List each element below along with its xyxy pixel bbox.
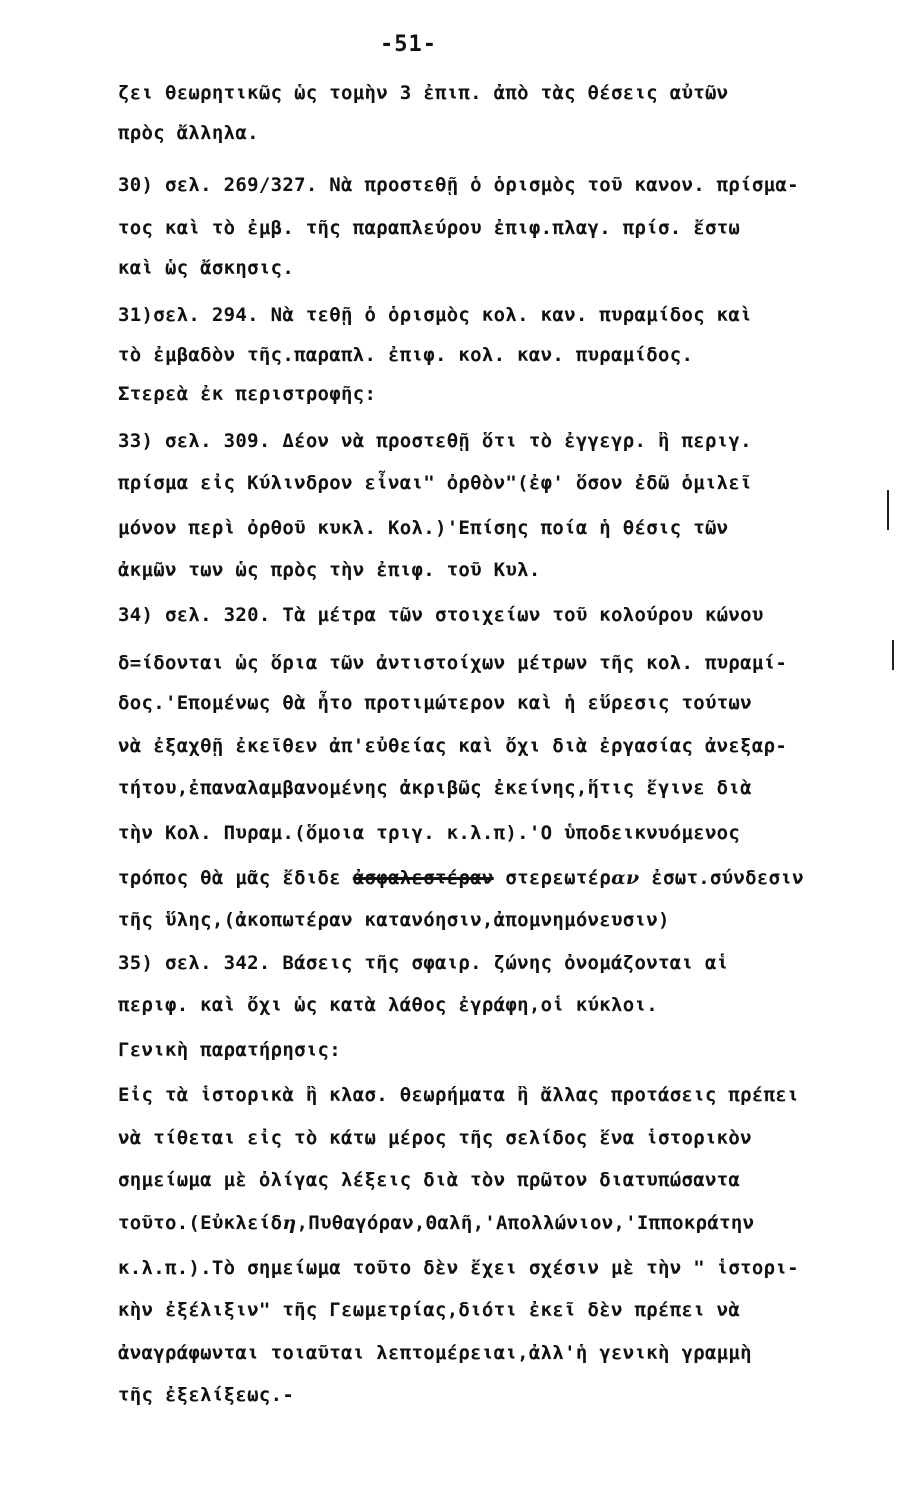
text-segment: ,Πυθαγόραν,Θαλῆ,'Απολλώνιον,'Ιπποκράτην	[296, 1212, 755, 1234]
text-line: 30) σελ. 269/327. Νὰ προστεθῇ ὁ ὁρισμὸς τοῦ κανον. πρίσμα-	[118, 174, 799, 196]
text-line: νὰ τίθεται εἰς τὸ κάτω μέρος τῆς σελίδος ἕνα ἱστορικὸν	[118, 1127, 752, 1149]
text-line: τὴν Κολ. Πυραμ.(ὅμοια τριγ. κ.λ.π).'Ο ὑποδεικνυόμενος	[118, 822, 741, 844]
text-line: τήτου,ἐπαναλαμβανομένης ἀκριβῶς ἐκείνης,ἥτις ἔγινε διὰ	[118, 777, 752, 799]
margin-line	[887, 490, 889, 530]
text-line: πρίσμα εἰς Κύλινδρον εἶναι" ὀρθὸν"(ἐφ' ὅσον ἐδῶ ὁμιλεῖ	[118, 472, 752, 494]
handwritten-correction: αν	[611, 867, 640, 889]
text-line	[118, 865, 804, 891]
text-line: κὴν ἐξέλιξιν" τῆς Γεωμετρίας,διότι ἐκεῖ δὲν πρέπει νὰ	[118, 1299, 741, 1321]
text-line: κ.λ.π.).Τὸ σημείωμα τοῦτο δὲν ἔχει σχέσιν μὲ τὴν " ἱστορι-	[118, 1257, 799, 1279]
handwritten-correction: η	[282, 1212, 297, 1234]
text-segment: ἐσωτ.σύνδεσιν	[651, 867, 804, 889]
text-line: δ=ίδονται ὡς ὅρια τῶν ἀντιστοίχων μέτρων τῆς κολ. πυραμί-	[118, 652, 788, 674]
text-line: 35) σελ. 342. Βάσεις τῆς σφαιρ. ζώνης ὀνομάζονται αἱ	[118, 952, 729, 974]
margin-line	[892, 640, 894, 670]
text-line: δος.'Επομένως θὰ ἦτο προτιμώτερον καὶ ἡ εὕρεσις τούτων	[118, 692, 752, 714]
text-line	[118, 1210, 754, 1236]
section-heading: Γενικὴ παρατήρησις:	[118, 1039, 342, 1061]
text-line: περιφ. καὶ ὄχι ὡς κατὰ λάθος ἐγράφη,οἱ κύκλοι.	[118, 994, 658, 1016]
text-line: τῆς ὕλης,(ἀκοπωτέραν κατανόησιν,ἀπομνημόνευσιν)	[118, 909, 670, 931]
text-line: τος καὶ τὸ ἐμβ. τῆς παραπλεύρου ἐπιφ.πλαγ. πρίσ. ἔστω	[118, 217, 741, 239]
text-line: ἀναγράφωνται τοιαῦται λεπτομέρειαι,ἀλλ'ἡ γενικὴ γραμμὴ	[118, 1342, 752, 1364]
text-line: τῆς ἐξελίξεως.-	[118, 1384, 295, 1406]
text-line: πρὸς ἄλληλα.	[118, 122, 259, 144]
text-segment: στερεωτέρ	[505, 867, 612, 889]
text-segment: τοῦτο.(Εὐκλείδ	[118, 1212, 283, 1234]
text-line: 31)σελ. 294. Νὰ τεθῇ ὁ ὁρισμὸς κολ. καν. πυραμίδος καὶ	[118, 304, 752, 326]
text-line: 33) σελ. 309. Δέον νὰ προστεθῇ ὅτι τὸ ἐγγεγρ. ἢ περιγ.	[118, 430, 752, 452]
text-segment: τρόπος θὰ μᾶς ἔδιδε	[118, 867, 342, 889]
text-line: ἀκμῶν των ὡς πρὸς τὴν ἐπιφ. τοῦ Κυλ.	[118, 559, 541, 581]
text-line: 34) σελ. 320. Τὰ μέτρα τῶν στοιχείων τοῦ κολούρου κώνου	[118, 604, 764, 626]
struck-word: ἀσφαλεστέραν	[352, 867, 494, 889]
text-line: τὸ ἐμβαδὸν τῆς.παραπλ. ἐπιφ. κολ. καν. πυραμίδος.	[118, 344, 694, 366]
section-heading: Στερεὰ ἐκ περιστροφῆς:	[118, 383, 377, 405]
text-line: μόνον περὶ ὀρθοῦ κυκλ. Κολ.)'Επίσης ποία ἡ θέσις τῶν	[118, 517, 729, 539]
text-line: Εἰς τὰ ἱστορικὰ ἢ κλασ. θεωρήματα ἢ ἄλλας προτάσεις πρέπει	[118, 1084, 799, 1106]
text-line: ζει θεωρητικῶς ὡς τομὴν 3 ἐπιπ. ἀπὸ τὰς θέσεις αὐτῶν	[118, 82, 729, 104]
page-number: -51-	[380, 32, 437, 57]
text-line: σημείωμα μὲ ὀλίγας λέξεις διὰ τὸν πρῶτον διατυπώσαντα	[118, 1169, 741, 1191]
text-line: καὶ ὡς ἄσκησις.	[118, 257, 295, 279]
text-line: νὰ ἐξαχθῇ ἐκεῖθεν ἀπ'εὐθείας καὶ ὄχι διὰ ἐργασίας ἀνεξαρ-	[118, 735, 788, 757]
